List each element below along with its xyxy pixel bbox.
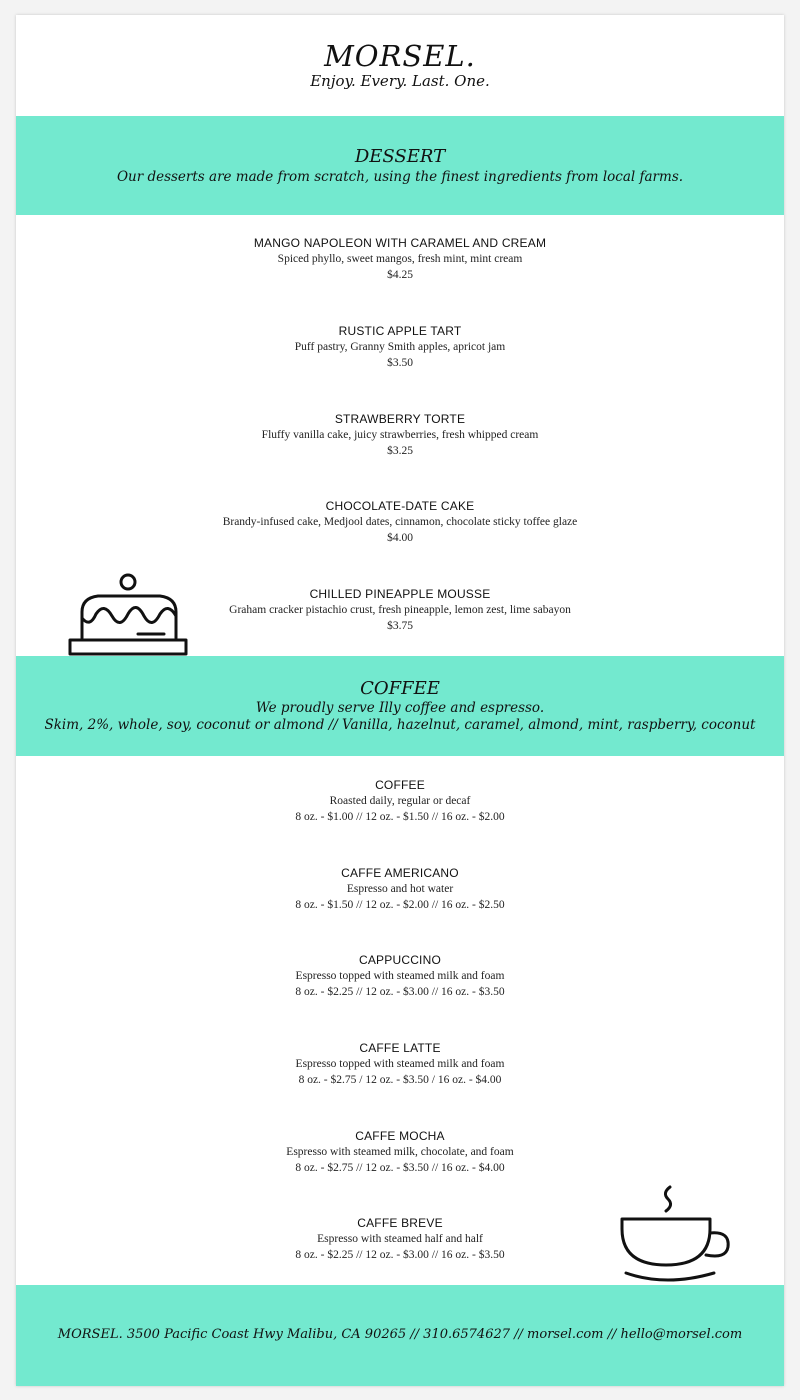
coffee-item xyxy=(16,1040,784,1088)
brand-name: MORSEL. xyxy=(324,39,476,73)
item-name: CAFFE MOCHA xyxy=(355,1129,445,1143)
item-name: CHOCOLATE-DATE CAKE xyxy=(325,499,475,513)
coffee-cup-icon xyxy=(618,1183,734,1287)
item-price: 8 oz. - $1.00 // 12 oz. - $1.50 // 16 oz. - $2.00 xyxy=(295,811,505,823)
item-name: RUSTIC APPLE TART xyxy=(338,324,462,338)
tagline: Enjoy. Every. Last. One. xyxy=(310,72,490,90)
item-name: STRAWBERRY TORTE xyxy=(334,412,466,426)
item-name: CAFFE LATTE xyxy=(359,1041,441,1055)
item-price: $4.25 xyxy=(387,269,413,281)
menu-header xyxy=(16,15,784,116)
dessert-item xyxy=(16,498,784,546)
cake-icon xyxy=(68,572,190,658)
item-price: 8 oz. - $2.75 / 12 oz. - $3.50 / 16 oz. - $4.00 xyxy=(298,1074,502,1086)
coffee-intro: We proudly serve Illy coffee and espresso. xyxy=(255,700,545,716)
dessert-intro: Our desserts are made from scratch, using the finest ingredients from local farms. xyxy=(116,169,684,185)
dessert-item xyxy=(16,411,784,459)
footer-contact: MORSEL. 3500 Pacific Coast Hwy Malibu, CA 90265 // 310.6574627 // morsel.com // hello@morsel.com xyxy=(57,1327,743,1342)
item-price: $3.25 xyxy=(387,445,413,457)
item-price: 8 oz. - $2.75 // 12 oz. - $3.50 // 16 oz. - $4.00 xyxy=(295,1162,505,1174)
item-description: Espresso and hot water xyxy=(346,883,454,895)
item-price: $3.75 xyxy=(387,620,413,632)
item-description: Espresso with steamed half and half xyxy=(317,1233,483,1245)
item-description: Espresso with steamed milk, chocolate, and foam xyxy=(286,1146,514,1158)
item-name: CAFFE BREVE xyxy=(357,1216,443,1230)
dessert-title: DESSERT xyxy=(354,146,446,167)
coffee-item xyxy=(16,865,784,913)
item-name: CAPPUCCINO xyxy=(358,953,441,967)
item-price: $4.00 xyxy=(387,532,413,544)
item-description: Fluffy vanilla cake, juicy strawberries, fresh whipped cream xyxy=(261,429,539,441)
item-description: Puff pastry, Granny Smith apples, apricot jam xyxy=(294,341,506,353)
footer xyxy=(16,1285,784,1386)
item-price: 8 oz. - $2.25 // 12 oz. - $3.00 // 16 oz. - $3.50 xyxy=(295,986,505,998)
item-description: Brandy-infused cake, Medjool dates, cinnamon, chocolate sticky toffee glaze xyxy=(222,516,578,528)
coffee-item xyxy=(16,1128,784,1176)
coffee-item xyxy=(16,952,784,1000)
item-name: COFFEE xyxy=(375,778,425,792)
item-price: $3.50 xyxy=(387,357,413,369)
coffee-section-header xyxy=(16,656,784,756)
item-price: 8 oz. - $2.25 // 12 oz. - $3.00 // 16 oz. - $3.50 xyxy=(295,1249,505,1261)
dessert-item xyxy=(16,323,784,371)
coffee-options: Skim, 2%, whole, soy, coconut or almond // Vanilla, hazelnut, caramel, almond, mint, raspberry, coconut xyxy=(44,717,756,733)
item-price: 8 oz. - $1.50 // 12 oz. - $2.00 // 16 oz. - $2.50 xyxy=(295,899,505,911)
item-description: Graham cracker pistachio crust, fresh pineapple, lemon zest, lime sabayon xyxy=(229,604,571,616)
dessert-section-header xyxy=(16,116,784,215)
item-name: CAFFE AMERICANO xyxy=(341,866,459,880)
item-name: CHILLED PINEAPPLE MOUSSE xyxy=(309,587,491,601)
item-description: Espresso topped with steamed milk and foam xyxy=(295,970,505,982)
item-description: Roasted daily, regular or decaf xyxy=(329,795,471,807)
item-description: Spiced phyllo, sweet mangos, fresh mint, mint cream xyxy=(277,253,523,265)
menu-page xyxy=(16,15,784,1386)
item-name: MANGO NAPOLEON WITH CARAMEL AND CREAM xyxy=(253,236,547,250)
coffee-title: COFFEE xyxy=(360,678,440,699)
coffee-item xyxy=(16,777,784,825)
item-description: Espresso topped with steamed milk and foam xyxy=(295,1058,505,1070)
dessert-item xyxy=(16,235,784,283)
